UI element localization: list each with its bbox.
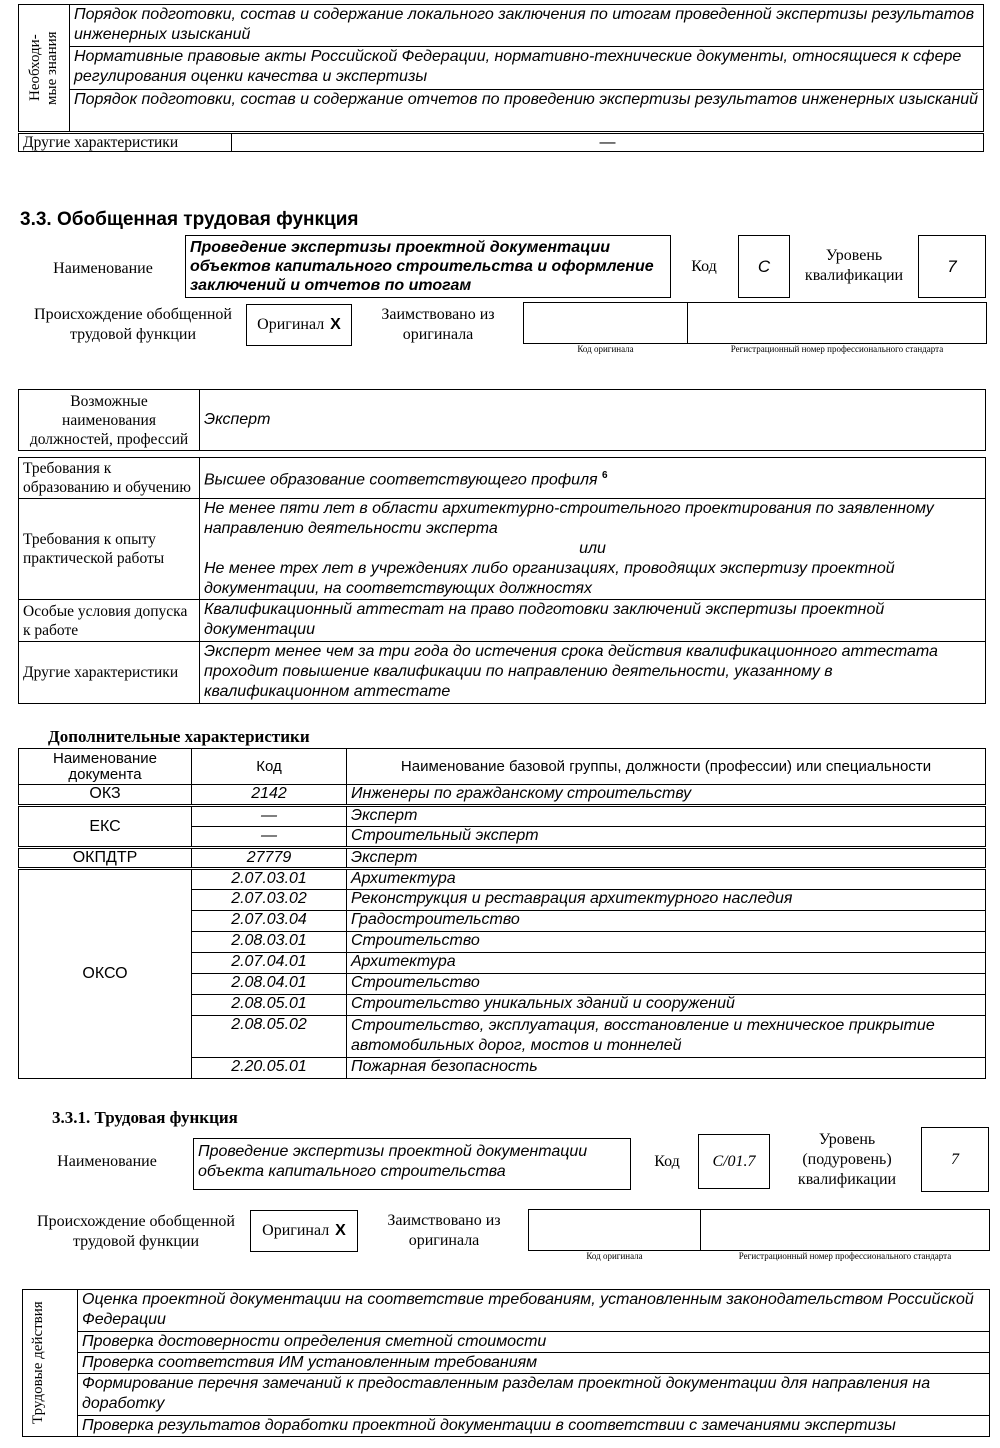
- knowledge-side-label: Необходи- мые знания: [27, 31, 60, 105]
- action-row: Оценка проектной документации на соответствие требованиям, установленным законодательством Российской Федерации: [78, 1290, 990, 1332]
- tf-name-value: Проведение экспертизы проектной документации объекта капитального строительства: [193, 1138, 631, 1190]
- tf-level-value: 7: [921, 1127, 989, 1192]
- okso-name: Строительство: [347, 974, 986, 995]
- education-footnote: 6: [602, 469, 608, 481]
- gtf-borrowed-label: Заимствовано из оригинала: [381, 306, 495, 343]
- gtf-level-value: 7: [918, 235, 986, 298]
- gtf-reg-number-box: [687, 302, 987, 344]
- gtf-code-original-caption: Код оригинала: [577, 344, 634, 354]
- okso-code: 2.08.04.01: [192, 974, 347, 995]
- gtf-code-original-box: [523, 302, 688, 344]
- okz-doc: ОКЗ: [19, 785, 192, 806]
- tf-heading: 3.3.1. Трудовая функция: [52, 1108, 238, 1127]
- experience-label: Требования к опыту практической работы: [19, 499, 200, 600]
- okso-name: Реконструкция и реставрация архитектурного наследия: [347, 890, 986, 911]
- req-other-label: Другие характеристики: [19, 642, 200, 704]
- tf-level-label: Уровень (подуровень) квалификации: [797, 1131, 897, 1188]
- gtf-name-value: Проведение экспертизы проектной документации объектов капитального строительства и оформление заключений и отчетов по итогам: [185, 235, 671, 298]
- col-code-header: Код: [192, 749, 347, 785]
- okso-code: 2.07.03.02: [192, 890, 347, 911]
- tf-original-label: Оригинал: [262, 1222, 330, 1239]
- gtf-original-mark: X: [330, 316, 341, 333]
- okpdtr-code: 27779: [192, 848, 347, 869]
- gtf-origin-label: Происхождение обобщенной трудовой функции: [34, 306, 232, 343]
- knowledge-row: Порядок подготовки, состав и содержание локального заключения по итогам проведенной экспертизы результатов инженерных изысканий: [70, 5, 984, 47]
- special-conditions-value: Квалификационный аттестат на право подготовки заключений экспертизы проектной документации: [200, 600, 986, 642]
- okso-code: 2.07.03.01: [192, 869, 347, 890]
- okso-code: 2.08.05.02: [192, 1016, 347, 1058]
- special-conditions-label: Особые условия допуска к работе: [19, 600, 200, 642]
- positions-value: Эксперт: [200, 390, 986, 451]
- eks-name: Эксперт: [347, 806, 986, 827]
- col-doc-header: Наименование документа: [19, 749, 192, 785]
- eks-code: —: [192, 827, 347, 848]
- requirements-table: [18, 389, 986, 451]
- experience-cell: [200, 499, 986, 600]
- action-row: Формирование перечня замечаний к предоставленным разделам проектной документации для направления на доработку: [78, 1374, 990, 1416]
- other-characteristics-value: —: [232, 134, 984, 152]
- experience-or: или: [579, 540, 606, 557]
- okso-name: Архитектура: [347, 953, 986, 974]
- knowledge-other-table: [18, 133, 984, 152]
- okz-code: 2142: [192, 785, 347, 806]
- gtf-code-value: С: [738, 235, 790, 298]
- tf-code-original-caption: Код оригинала: [586, 1251, 643, 1261]
- okso-code: 2.07.04.01: [192, 953, 347, 974]
- gtf-heading: 3.3. Обобщенная трудовая функция: [20, 209, 359, 230]
- gtf-code-label: Код: [691, 258, 717, 275]
- additional-table: [18, 748, 986, 1079]
- okso-name: Пожарная безопасность: [347, 1058, 986, 1079]
- actions-side-label-cell: [23, 1290, 78, 1437]
- okso-code: 2.08.03.01: [192, 932, 347, 953]
- other-characteristics-label: Другие характеристики: [19, 134, 232, 152]
- gtf-reg-number-caption: Регистрационный номер профессионального стандарта: [730, 344, 944, 354]
- requirements-table-2: [18, 457, 986, 704]
- tf-original-mark: X: [335, 1222, 346, 1239]
- action-row: Проверка соответствия ИМ установленным требованиям: [78, 1353, 990, 1374]
- gtf-name-label: Наименование: [53, 260, 153, 277]
- additional-heading: Дополнительные характеристики: [48, 727, 310, 746]
- gtf-original-box: [246, 304, 352, 346]
- experience-value-1: Не менее пяти лет в области архитектурно-строительного проектирования по заявленному направлению деятельности эксперта: [204, 500, 934, 537]
- col-name-header: Наименование базовой группы, должности (профессии) или специальности: [347, 749, 986, 785]
- okz-name: Инженеры по гражданскому строительству: [347, 785, 986, 806]
- okso-name: Строительство уникальных зданий и сооружений: [347, 995, 986, 1016]
- knowledge-row: Нормативные правовые акты Российской Федерации, нормативно-технические документы, относящиеся к сфере регулирования оценки качества и экспертизы: [70, 47, 984, 89]
- tf-reg-number-caption: Регистрационный номер профессионального стандарта: [738, 1251, 952, 1261]
- education-value: Высшее образование соответствующего профиля: [204, 471, 598, 489]
- tf-code-original-box: [528, 1209, 701, 1251]
- actions-table: [22, 1289, 990, 1437]
- tf-origin-label: Происхождение обобщенной трудовой функции: [37, 1213, 235, 1250]
- tf-code-value: С/01.7: [698, 1134, 770, 1189]
- okso-code: 2.07.03.04: [192, 911, 347, 932]
- experience-value-2: Не менее трех лет в учреждениях либо организациях, проводящих экспертизу проектной документации, на соответствующих должностях: [204, 560, 895, 597]
- okso-name: Строительство: [347, 932, 986, 953]
- gtf-level-label: Уровень квалификации: [804, 247, 904, 284]
- knowledge-side-label-cell: [19, 5, 70, 132]
- okso-code: 2.20.05.01: [192, 1058, 347, 1079]
- education-cell: [200, 458, 986, 499]
- tf-reg-number-box: [700, 1209, 990, 1251]
- okpdtr-name: Эксперт: [347, 848, 986, 869]
- eks-code: —: [192, 806, 347, 827]
- okso-name: Строительство, эксплуатация, восстановление и техническое прикрытие автомобильных дорог, мостов и тоннелей: [347, 1016, 986, 1058]
- okso-doc: ОКСО: [19, 869, 192, 1079]
- gtf-original-label: Оригинал: [257, 316, 325, 333]
- okso-name: Архитектура: [347, 869, 986, 890]
- tf-original-box: [250, 1210, 358, 1252]
- education-label: Требования к образованию и обучению: [19, 458, 200, 499]
- eks-name: Строительный эксперт: [347, 827, 986, 848]
- okso-name: Градостроительство: [347, 911, 986, 932]
- tf-name-label: Наименование: [57, 1153, 157, 1170]
- action-row: Проверка достоверности определения сметной стоимости: [78, 1332, 990, 1353]
- action-row: Проверка результатов доработки проектной документации в соответствии с замечаниями экспертизы: [78, 1416, 990, 1437]
- knowledge-row: Порядок подготовки, состав и содержание отчетов по проведению экспертизы результатов инженерных изысканий: [70, 89, 984, 131]
- eks-doc: ЕКС: [19, 806, 192, 848]
- positions-label: Возможные наименования должностей, профессий: [19, 390, 200, 451]
- req-other-value: Эксперт менее чем за три года до истечения срока действия квалификационного аттестата проходит повышение квалификации по направлению деятельности, указанному в квалификационном аттестате: [200, 642, 986, 704]
- tf-borrowed-label: Заимствовано из оригинала: [387, 1212, 501, 1249]
- tf-code-label: Код: [654, 1153, 680, 1170]
- knowledge-table: [18, 4, 984, 132]
- actions-side-label: Трудовые действия: [30, 1301, 46, 1425]
- okso-code: 2.08.05.01: [192, 995, 347, 1016]
- okpdtr-doc: ОКПДТР: [19, 848, 192, 869]
